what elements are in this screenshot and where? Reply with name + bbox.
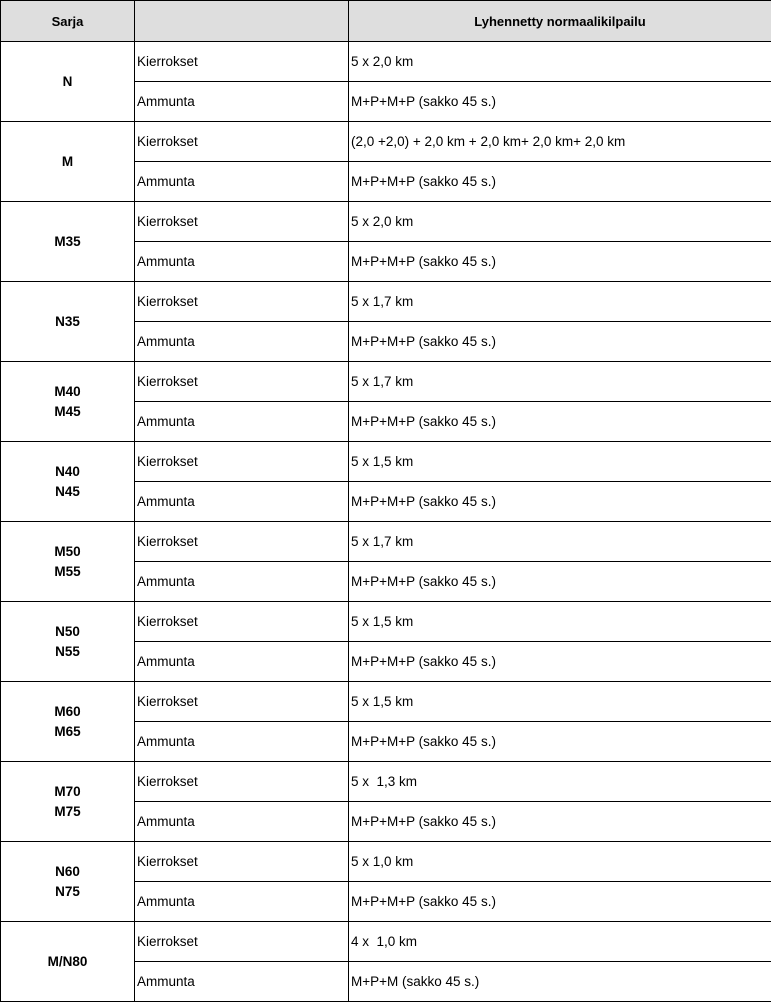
kierrokset-label: Kierrokset bbox=[135, 842, 349, 882]
sarja-name: M45 bbox=[1, 402, 134, 422]
kierrokset-label: Kierrokset bbox=[135, 682, 349, 722]
ammunta-label: Ammunta bbox=[135, 82, 349, 122]
table-body bbox=[1, 42, 771, 1002]
sarja-name: M50 bbox=[1, 542, 134, 562]
ammunta-label: Ammunta bbox=[135, 962, 349, 1002]
header-detail bbox=[135, 1, 349, 42]
table-row bbox=[1, 282, 771, 322]
ammunta-value: M+P+M+P (sakko 45 s.) bbox=[349, 882, 771, 922]
kierrokset-value: 5 x 1,7 km bbox=[349, 282, 771, 322]
sarja-name: N55 bbox=[1, 642, 134, 662]
sarja-cell bbox=[1, 922, 135, 1002]
ammunta-label: Ammunta bbox=[135, 562, 349, 602]
table-row bbox=[1, 682, 771, 722]
ammunta-label: Ammunta bbox=[135, 402, 349, 442]
sarja-cell bbox=[1, 682, 135, 762]
kierrokset-value: (2,0 +2,0) + 2,0 km + 2,0 km+ 2,0 km+ 2,0 km bbox=[349, 122, 771, 162]
ammunta-label: Ammunta bbox=[135, 882, 349, 922]
kierrokset-label: Kierrokset bbox=[135, 202, 349, 242]
sarja-name: M70 bbox=[1, 782, 134, 802]
sarja-name: M35 bbox=[1, 232, 134, 252]
sarja-name: N50 bbox=[1, 622, 134, 642]
kierrokset-label: Kierrokset bbox=[135, 282, 349, 322]
table-row bbox=[1, 202, 771, 242]
sarja-name: M40 bbox=[1, 382, 134, 402]
sarja-name: M60 bbox=[1, 702, 134, 722]
kierrokset-value: 4 x 1,0 km bbox=[349, 922, 771, 962]
table-row bbox=[1, 442, 771, 482]
sarja-cell bbox=[1, 122, 135, 202]
table-row bbox=[1, 762, 771, 802]
kierrokset-label: Kierrokset bbox=[135, 442, 349, 482]
ammunta-value: M+P+M+P (sakko 45 s.) bbox=[349, 402, 771, 442]
ammunta-label: Ammunta bbox=[135, 482, 349, 522]
kierrokset-value: 5 x 2,0 km bbox=[349, 42, 771, 82]
sarja-name: M bbox=[1, 152, 134, 172]
table-row bbox=[1, 602, 771, 642]
kierrokset-value: 5 x 1,3 km bbox=[349, 762, 771, 802]
sarja-cell bbox=[1, 442, 135, 522]
ammunta-label: Ammunta bbox=[135, 162, 349, 202]
sarja-cell bbox=[1, 202, 135, 282]
ammunta-value: M+P+M+P (sakko 45 s.) bbox=[349, 562, 771, 602]
ammunta-value: M+P+M+P (sakko 45 s.) bbox=[349, 242, 771, 282]
sarja-name: N40 bbox=[1, 462, 134, 482]
sarja-name: N60 bbox=[1, 862, 134, 882]
table-row bbox=[1, 842, 771, 882]
table-row bbox=[1, 922, 771, 962]
sarja-cell bbox=[1, 282, 135, 362]
sarja-cell bbox=[1, 602, 135, 682]
ammunta-label: Ammunta bbox=[135, 802, 349, 842]
ammunta-value: M+P+M+P (sakko 45 s.) bbox=[349, 322, 771, 362]
ammunta-value: M+P+M+P (sakko 45 s.) bbox=[349, 82, 771, 122]
ammunta-value: M+P+M+P (sakko 45 s.) bbox=[349, 722, 771, 762]
table-row bbox=[1, 122, 771, 162]
header-row bbox=[1, 1, 771, 42]
table-row bbox=[1, 522, 771, 562]
kierrokset-label: Kierrokset bbox=[135, 762, 349, 802]
ammunta-label: Ammunta bbox=[135, 722, 349, 762]
ammunta-value: M+P+M (sakko 45 s.) bbox=[349, 962, 771, 1002]
ammunta-value: M+P+M+P (sakko 45 s.) bbox=[349, 162, 771, 202]
ammunta-label: Ammunta bbox=[135, 322, 349, 362]
kierrokset-value: 5 x 1,5 km bbox=[349, 682, 771, 722]
sarja-cell bbox=[1, 762, 135, 842]
kierrokset-value: 5 x 1,5 km bbox=[349, 442, 771, 482]
kierrokset-label: Kierrokset bbox=[135, 522, 349, 562]
ammunta-label: Ammunta bbox=[135, 642, 349, 682]
kierrokset-value: 5 x 1,7 km bbox=[349, 522, 771, 562]
kierrokset-label: Kierrokset bbox=[135, 922, 349, 962]
kierrokset-label: Kierrokset bbox=[135, 362, 349, 402]
sarja-cell bbox=[1, 362, 135, 442]
table-header bbox=[1, 1, 771, 42]
kierrokset-value: 5 x 1,5 km bbox=[349, 602, 771, 642]
sarja-cell bbox=[1, 522, 135, 602]
header-sarja: Sarja bbox=[1, 1, 135, 42]
sarja-cell bbox=[1, 42, 135, 122]
sarja-name: N45 bbox=[1, 482, 134, 502]
table-row bbox=[1, 362, 771, 402]
kierrokset-label: Kierrokset bbox=[135, 602, 349, 642]
sarja-name: N bbox=[1, 72, 134, 92]
ammunta-value: M+P+M+P (sakko 45 s.) bbox=[349, 642, 771, 682]
sarja-name: M55 bbox=[1, 562, 134, 582]
kierrokset-value: 5 x 2,0 km bbox=[349, 202, 771, 242]
sarja-name: M/N80 bbox=[1, 952, 134, 972]
sarja-name: M65 bbox=[1, 722, 134, 742]
sarja-cell bbox=[1, 842, 135, 922]
ammunta-label: Ammunta bbox=[135, 242, 349, 282]
table-row bbox=[1, 42, 771, 82]
kierrokset-label: Kierrokset bbox=[135, 42, 349, 82]
sarja-name: N75 bbox=[1, 882, 134, 902]
kierrokset-value: 5 x 1,7 km bbox=[349, 362, 771, 402]
sarja-name: N35 bbox=[1, 312, 134, 332]
kierrokset-value: 5 x 1,0 km bbox=[349, 842, 771, 882]
sarja-name: M75 bbox=[1, 802, 134, 822]
header-lyhennetty: Lyhennetty normaalikilpailu bbox=[349, 1, 771, 42]
kierrokset-label: Kierrokset bbox=[135, 122, 349, 162]
ammunta-value: M+P+M+P (sakko 45 s.) bbox=[349, 802, 771, 842]
ammunta-value: M+P+M+P (sakko 45 s.) bbox=[349, 482, 771, 522]
